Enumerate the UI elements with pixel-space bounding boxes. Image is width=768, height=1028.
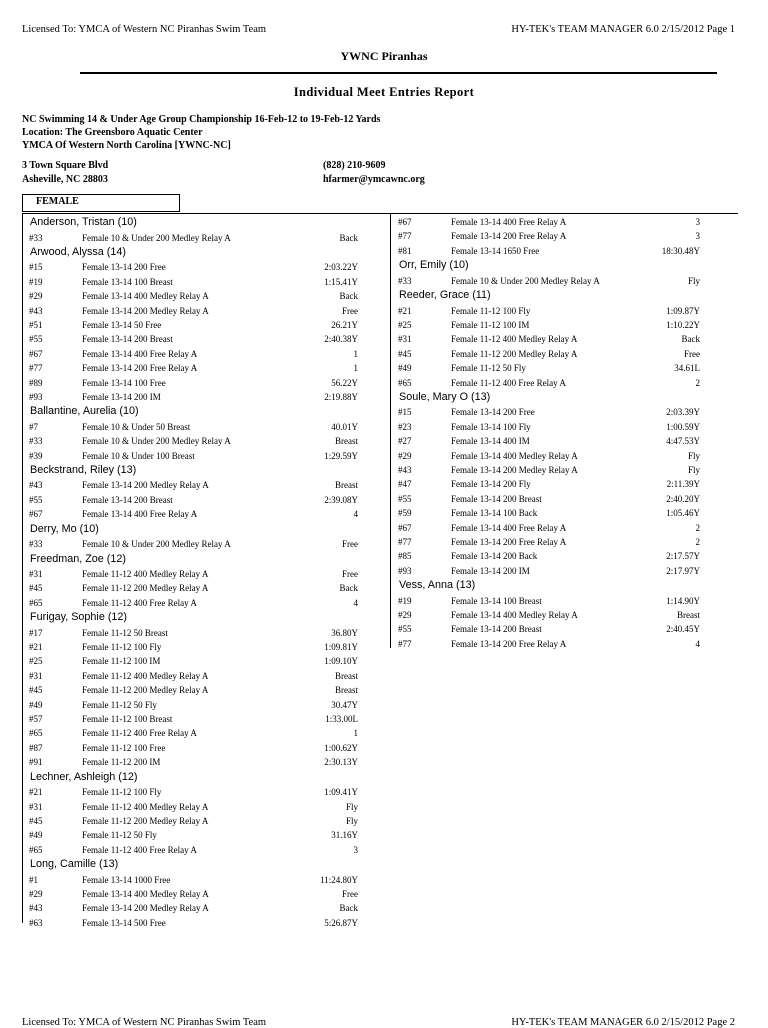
event-number: #55 bbox=[29, 494, 43, 505]
event-number: #21 bbox=[29, 642, 43, 653]
entry-row bbox=[23, 420, 363, 434]
entry-row bbox=[23, 376, 363, 390]
software-page-info: HY-TEK's TEAM MANAGER 6.0 2/15/2012 Page 1 bbox=[511, 24, 735, 35]
entry-row bbox=[23, 800, 363, 814]
entry-row bbox=[23, 581, 363, 595]
entry-result: 2:11.39Y bbox=[666, 479, 700, 490]
entry-row bbox=[392, 608, 738, 622]
entry-result: 2:40.38Y bbox=[324, 334, 358, 345]
entry-row bbox=[392, 463, 738, 477]
entry-row bbox=[23, 434, 363, 448]
section-label: FEMALE bbox=[22, 194, 180, 212]
entry-result: 1:33.00L bbox=[325, 714, 358, 725]
entry-row bbox=[23, 275, 363, 289]
entry-row bbox=[392, 405, 738, 419]
entry-result: 5:26.87Y bbox=[324, 917, 358, 928]
event-number: #19 bbox=[29, 276, 43, 287]
event-name: Female 13-14 200 Free Relay A bbox=[451, 231, 567, 242]
entry-result: 56.22Y bbox=[331, 377, 358, 388]
event-number: #33 bbox=[29, 539, 43, 550]
entry-result: Back bbox=[339, 291, 358, 302]
event-name: Female 13-14 200 Free Relay A bbox=[451, 536, 567, 547]
event-name: Female 11-12 100 Fly bbox=[82, 642, 162, 653]
entry-row bbox=[23, 873, 363, 887]
event-number: #67 bbox=[29, 509, 43, 520]
entry-row bbox=[23, 698, 363, 712]
event-number: #31 bbox=[398, 334, 412, 345]
event-name: Female 13-14 1650 Free bbox=[451, 245, 540, 256]
entry-result: 1:09.41Y bbox=[324, 787, 358, 798]
address-city: Asheville, NC 28803 bbox=[22, 174, 108, 185]
event-name: Female 11-12 100 Free bbox=[82, 742, 166, 753]
entry-row bbox=[23, 640, 363, 654]
event-number: #55 bbox=[398, 624, 412, 635]
entry-result: 1:10.22Y bbox=[666, 319, 700, 330]
entry-result: 2 bbox=[695, 522, 700, 533]
entry-result: 2:03.39Y bbox=[666, 407, 700, 418]
entry-result: Fly bbox=[687, 450, 700, 461]
entry-row bbox=[392, 332, 738, 346]
event-number: #67 bbox=[29, 348, 43, 359]
event-name: Female 13-14 200 Medley Relay A bbox=[82, 305, 209, 316]
swimmer-name: Furigay, Sophie (12) bbox=[30, 611, 128, 624]
event-name: Female 11-12 200 Medley Relay A bbox=[82, 685, 209, 696]
event-name: Female 13-14 200 Medley Relay A bbox=[82, 903, 209, 914]
entry-row bbox=[392, 477, 738, 491]
event-name: Female 10 & Under 200 Medley Relay A bbox=[82, 232, 231, 243]
entry-row bbox=[23, 361, 363, 375]
event-number: #81 bbox=[398, 245, 412, 256]
event-number: #51 bbox=[29, 319, 43, 330]
footer-license-text: Licensed To: YMCA of Western NC Piranhas Swim Team bbox=[22, 1017, 267, 1028]
entry-result: 2:40.20Y bbox=[666, 493, 700, 504]
event-number: #89 bbox=[29, 377, 43, 388]
entry-result: Breast bbox=[335, 685, 358, 696]
event-name: Female 11-12 200 Medley Relay A bbox=[82, 583, 209, 594]
event-name: Female 10 & Under 50 Breast bbox=[82, 421, 191, 432]
event-number: #65 bbox=[29, 597, 43, 608]
event-number: #15 bbox=[398, 407, 412, 418]
entry-result: 2:17.97Y bbox=[666, 565, 700, 576]
event-number: #67 bbox=[398, 522, 412, 533]
entries-column-right bbox=[392, 215, 738, 651]
event-name: Female 13-14 400 Free Relay A bbox=[451, 217, 567, 227]
event-number: #27 bbox=[398, 436, 412, 447]
entry-row bbox=[23, 712, 363, 726]
event-number: #33 bbox=[29, 436, 43, 447]
swimmer-name: Reeder, Grace (11) bbox=[399, 289, 491, 302]
event-number: #29 bbox=[398, 450, 412, 461]
event-name: Female 10 & Under 200 Medley Relay A bbox=[451, 275, 600, 286]
entry-result: 1:09.87Y bbox=[666, 305, 700, 316]
event-name: Female 13-14 100 Fly bbox=[451, 421, 531, 432]
entry-result: Back bbox=[339, 903, 358, 914]
event-number: #57 bbox=[29, 714, 43, 725]
event-number: #31 bbox=[29, 670, 43, 681]
event-name: Female 13-14 200 Breast bbox=[82, 494, 173, 505]
event-name: Female 13-14 50 Free bbox=[82, 319, 162, 330]
entry-result: 4:47.53Y bbox=[666, 436, 700, 447]
event-name: Female 11-12 200 IM bbox=[82, 757, 161, 768]
event-name: Female 13-14 100 Back bbox=[451, 508, 538, 519]
entry-row bbox=[23, 304, 363, 318]
entry-result: 2 bbox=[695, 377, 700, 388]
event-name: Female 11-12 50 Fly bbox=[451, 363, 526, 374]
event-name: Female 13-14 400 Free Relay A bbox=[451, 522, 567, 533]
swimmer-name: Anderson, Tristan (10) bbox=[30, 216, 137, 228]
event-number: #77 bbox=[29, 363, 43, 374]
section-divider bbox=[22, 213, 738, 214]
entry-result: 11:24.80Y bbox=[320, 874, 358, 885]
team-name: YWNC Piranhas bbox=[340, 49, 428, 63]
event-name: Female 11-12 100 Fly bbox=[82, 787, 162, 798]
entry-row bbox=[23, 741, 363, 755]
entry-row bbox=[392, 229, 738, 243]
meet-info bbox=[22, 113, 380, 152]
event-name: Female 13-14 400 Medley Relay A bbox=[451, 450, 578, 461]
entry-result: 1:09.81Y bbox=[324, 642, 358, 653]
entry-result: Free bbox=[342, 569, 358, 580]
event-number: #93 bbox=[29, 391, 43, 402]
entry-row bbox=[23, 318, 363, 332]
entry-result: 3 bbox=[695, 231, 700, 242]
event-number: #29 bbox=[29, 291, 43, 302]
event-name: Female 11-12 400 Medley Relay A bbox=[451, 334, 578, 345]
event-name: Female 10 & Under 200 Medley Relay A bbox=[82, 539, 231, 550]
entry-row bbox=[392, 361, 738, 375]
entry-result: Fly bbox=[345, 801, 358, 812]
event-number: #65 bbox=[398, 377, 412, 388]
entry-result: Fly bbox=[687, 464, 700, 475]
entry-result: 36.80Y bbox=[331, 627, 358, 638]
swimmer-name: Vess, Anna (13) bbox=[399, 579, 476, 592]
entry-row bbox=[23, 478, 363, 492]
entry-row bbox=[392, 492, 738, 506]
event-number: #23 bbox=[398, 421, 412, 432]
meet-name: NC Swimming 14 & Under Age Group Championship 16-Feb-12 to 19-Feb-12 Yards bbox=[22, 114, 381, 125]
contact-phone: (828) 210-9609 bbox=[323, 160, 386, 171]
swimmer-name: Long, Camille (13) bbox=[30, 858, 119, 871]
entry-result: 4 bbox=[695, 638, 700, 649]
event-number: #19 bbox=[398, 595, 412, 606]
event-number: #87 bbox=[29, 742, 43, 753]
event-number: #1 bbox=[29, 874, 38, 885]
event-number: #49 bbox=[29, 699, 43, 710]
column-divider bbox=[390, 213, 391, 648]
entry-row bbox=[392, 549, 738, 563]
event-number: #39 bbox=[29, 450, 43, 461]
entry-row bbox=[392, 637, 738, 651]
event-name: Female 13-14 100 Free bbox=[82, 377, 166, 388]
event-number: #63 bbox=[29, 917, 43, 928]
event-number: #85 bbox=[398, 551, 412, 562]
entry-result: 40.01Y bbox=[331, 421, 358, 432]
event-name: Female 13-14 400 Free Relay A bbox=[82, 348, 198, 359]
entry-row bbox=[392, 594, 738, 608]
swimmer-name: Soule, Mary O (13) bbox=[399, 390, 491, 403]
event-name: Female 13-14 200 Breast bbox=[451, 624, 542, 635]
event-number: #55 bbox=[398, 493, 412, 504]
entry-result: 4 bbox=[353, 509, 358, 520]
entry-result: Fly bbox=[687, 275, 700, 286]
entry-row bbox=[23, 537, 363, 551]
entry-result: Fly bbox=[345, 815, 358, 826]
entry-row bbox=[23, 814, 363, 828]
entry-row bbox=[23, 260, 363, 274]
address-street: 3 Town Square Blvd bbox=[22, 160, 109, 171]
entry-row bbox=[23, 567, 363, 581]
event-number: #43 bbox=[29, 305, 43, 316]
entry-result: Free bbox=[684, 348, 700, 359]
team-contact bbox=[323, 159, 425, 187]
entry-row bbox=[392, 420, 738, 434]
event-number: #43 bbox=[398, 464, 412, 475]
event-name: Female 13-14 400 Medley Relay A bbox=[82, 888, 209, 899]
event-name: Female 10 & Under 100 Breast bbox=[82, 450, 195, 461]
event-name: Female 13-14 200 IM bbox=[451, 565, 530, 576]
entry-row bbox=[23, 654, 363, 668]
header-divider bbox=[80, 72, 717, 74]
event-number: #45 bbox=[29, 583, 43, 594]
entry-result: 1 bbox=[353, 348, 358, 359]
event-number: #25 bbox=[29, 656, 43, 667]
entry-result: Free bbox=[342, 305, 358, 316]
event-name: Female 11-12 100 IM bbox=[451, 319, 530, 330]
event-name: Female 11-12 200 Medley Relay A bbox=[451, 348, 578, 359]
entry-row bbox=[23, 493, 363, 507]
entry-row bbox=[23, 901, 363, 915]
entry-result: 2:19.88Y bbox=[324, 391, 358, 402]
entry-result: 34.61L bbox=[674, 363, 700, 374]
event-number: #29 bbox=[29, 888, 43, 899]
entry-result: 1:09.10Y bbox=[324, 656, 358, 667]
swimmer-name: Freedman, Zoe (12) bbox=[30, 552, 127, 565]
event-number: #93 bbox=[398, 565, 412, 576]
event-name: Female 13-14 400 Medley Relay A bbox=[451, 609, 578, 620]
entry-row bbox=[392, 521, 738, 535]
event-name: Female 13-14 100 Breast bbox=[451, 595, 542, 606]
entry-row bbox=[392, 506, 738, 520]
event-number: #17 bbox=[29, 627, 43, 638]
entry-result: 1:00.59Y bbox=[666, 421, 700, 432]
entry-row bbox=[23, 785, 363, 799]
entry-row bbox=[392, 244, 738, 258]
entry-result: 2:40.45Y bbox=[666, 624, 700, 635]
event-name: Female 11-12 200 Medley Relay A bbox=[82, 815, 209, 826]
event-number: #49 bbox=[398, 363, 412, 374]
event-number: #31 bbox=[29, 569, 43, 580]
event-name: Female 13-14 200 IM bbox=[82, 391, 161, 402]
entry-row bbox=[23, 683, 363, 697]
event-name: Female 11-12 50 Fly bbox=[82, 699, 157, 710]
event-name: Female 13-14 500 Free bbox=[82, 917, 166, 928]
entry-row bbox=[392, 564, 738, 578]
report-title: Individual Meet Entries Report bbox=[293, 85, 475, 99]
entry-result: Back bbox=[339, 232, 358, 243]
event-name: Female 13-14 1000 Free bbox=[82, 874, 171, 885]
entry-row bbox=[392, 318, 738, 332]
entry-row bbox=[392, 449, 738, 463]
entry-row bbox=[23, 755, 363, 769]
event-name: Female 13-14 200 Medley Relay A bbox=[451, 464, 578, 475]
entry-result: Breast bbox=[335, 436, 358, 447]
entry-row bbox=[23, 887, 363, 901]
entry-result: Free bbox=[342, 539, 358, 550]
event-number: #77 bbox=[398, 231, 412, 242]
entry-row bbox=[23, 289, 363, 303]
entry-row bbox=[23, 596, 363, 610]
entry-row bbox=[23, 916, 363, 930]
event-name: Female 11-12 400 Free Relay A bbox=[451, 377, 566, 388]
entry-result: Breast bbox=[335, 670, 358, 681]
entry-result: Back bbox=[681, 334, 700, 345]
event-number: #29 bbox=[398, 609, 412, 620]
entry-result: 1:15.41Y bbox=[324, 276, 358, 287]
event-number: #33 bbox=[398, 275, 412, 286]
entry-row bbox=[23, 626, 363, 640]
entry-result: 2:17.57Y bbox=[666, 551, 700, 562]
event-name: Female 13-14 200 Free bbox=[82, 262, 166, 273]
event-name: Female 13-14 400 Medley Relay A bbox=[82, 291, 209, 302]
event-name: Female 11-12 400 Free Relay A bbox=[82, 728, 197, 739]
entry-result: Breast bbox=[335, 480, 358, 491]
swimmer-name: Beckstrand, Riley (13) bbox=[30, 463, 137, 476]
event-name: Female 11-12 400 Medley Relay A bbox=[82, 569, 209, 580]
entry-row bbox=[23, 843, 363, 857]
event-name: Female 11-12 400 Free Relay A bbox=[82, 597, 197, 608]
event-number: #45 bbox=[29, 815, 43, 826]
entry-result: Breast bbox=[677, 609, 700, 620]
entry-result: 3 bbox=[695, 217, 700, 227]
entry-result: Free bbox=[342, 888, 358, 899]
entry-result: 2 bbox=[695, 536, 700, 547]
entry-row bbox=[392, 215, 738, 229]
event-name: Female 11-12 50 Breast bbox=[82, 627, 168, 638]
event-name: Female 11-12 400 Free Relay A bbox=[82, 844, 197, 855]
entry-result: 1 bbox=[353, 363, 358, 374]
event-name: Female 13-14 200 Breast bbox=[451, 493, 542, 504]
entry-row bbox=[23, 347, 363, 361]
entry-result: 4 bbox=[353, 597, 358, 608]
swimmer-name: Orr, Emily (10) bbox=[399, 259, 469, 272]
entry-row bbox=[392, 347, 738, 361]
event-number: #43 bbox=[29, 903, 43, 914]
swimmer-name: Lechner, Ashleigh (12) bbox=[30, 770, 138, 783]
event-number: #65 bbox=[29, 728, 43, 739]
entry-row bbox=[23, 332, 363, 346]
entry-row bbox=[23, 726, 363, 740]
entry-result: 18:30.48Y bbox=[661, 245, 700, 256]
event-name: Female 13-14 400 IM bbox=[451, 436, 530, 447]
entry-row bbox=[392, 434, 738, 448]
entry-row bbox=[392, 535, 738, 549]
event-number: #43 bbox=[29, 480, 43, 491]
entry-result: 26.21Y bbox=[331, 319, 358, 330]
event-name: Female 13-14 200 Free bbox=[451, 407, 535, 418]
event-number: #7 bbox=[29, 421, 38, 432]
swimmer-name: Arwood, Alyssa (14) bbox=[30, 245, 127, 258]
entry-row bbox=[392, 376, 738, 390]
entry-row bbox=[392, 622, 738, 636]
entry-result: 31.16Y bbox=[331, 830, 358, 841]
entry-result: 2:30.13Y bbox=[324, 757, 358, 768]
entry-row bbox=[23, 669, 363, 683]
entry-row bbox=[23, 449, 363, 463]
event-name: Female 13-14 200 Medley Relay A bbox=[82, 480, 209, 491]
event-name: Female 13-14 400 Free Relay A bbox=[82, 509, 198, 520]
entry-result: 1:29.59Y bbox=[324, 450, 358, 461]
event-number: #47 bbox=[398, 479, 412, 490]
event-name: Female 13-14 200 Breast bbox=[82, 334, 173, 345]
footer-software-page-info: HY-TEK's TEAM MANAGER 6.0 2/15/2012 Page 2 bbox=[511, 1017, 735, 1028]
contact-email: hfarmer@ymcawnc.org bbox=[323, 174, 425, 185]
entry-row bbox=[23, 828, 363, 842]
entry-result: 2:03.22Y bbox=[324, 262, 358, 273]
swimmer-name: Ballantine, Aurelia (10) bbox=[30, 405, 139, 418]
entry-result: 2:39.08Y bbox=[324, 494, 358, 505]
event-number: #59 bbox=[398, 508, 412, 519]
entry-result: 1:14.90Y bbox=[666, 595, 700, 606]
entry-result: 1 bbox=[353, 728, 358, 739]
event-name: Female 11-12 100 Breast bbox=[82, 714, 173, 725]
event-number: #67 bbox=[398, 217, 412, 227]
event-name: Female 13-14 100 Breast bbox=[82, 276, 173, 287]
event-name: Female 11-12 400 Medley Relay A bbox=[82, 670, 209, 681]
event-number: #45 bbox=[398, 348, 412, 359]
event-name: Female 13-14 200 Fly bbox=[451, 479, 531, 490]
event-number: #49 bbox=[29, 830, 43, 841]
entry-row bbox=[392, 304, 738, 318]
entry-result: 30.47Y bbox=[331, 699, 358, 710]
entry-result: 1:00.62Y bbox=[324, 742, 358, 753]
event-name: Female 10 & Under 200 Medley Relay A bbox=[82, 436, 231, 447]
event-number: #21 bbox=[29, 787, 43, 798]
team-lsc: YMCA Of Western North Carolina [YWNC-NC] bbox=[22, 140, 231, 151]
event-number: #77 bbox=[398, 536, 412, 547]
event-name: Female 13-14 200 Free Relay A bbox=[451, 638, 567, 649]
event-name: Female 13-14 200 Free Relay A bbox=[82, 363, 198, 374]
event-number: #55 bbox=[29, 334, 43, 345]
event-number: #15 bbox=[29, 262, 43, 273]
entry-result: 3 bbox=[353, 844, 358, 855]
license-text: Licensed To: YMCA of Western NC Piranhas Swim Team bbox=[22, 24, 267, 35]
entries-column-left bbox=[23, 215, 363, 930]
entry-row bbox=[23, 507, 363, 521]
event-number: #33 bbox=[29, 232, 43, 243]
entry-result: Back bbox=[339, 583, 358, 594]
event-number: #91 bbox=[29, 757, 43, 768]
event-number: #65 bbox=[29, 844, 43, 855]
event-number: #21 bbox=[398, 305, 412, 316]
event-number: #77 bbox=[398, 638, 412, 649]
entry-row bbox=[392, 274, 738, 288]
entry-result: 1:05.46Y bbox=[666, 508, 700, 519]
swimmer-name: Derry, Mo (10) bbox=[30, 522, 99, 535]
event-name: Female 11-12 100 IM bbox=[82, 656, 161, 667]
event-name: Female 11-12 50 Fly bbox=[82, 830, 157, 841]
event-number: #25 bbox=[398, 319, 412, 330]
event-name: Female 13-14 200 Back bbox=[451, 551, 538, 562]
entry-row bbox=[23, 231, 363, 245]
meet-location: Location: The Greensboro Aquatic Center bbox=[22, 127, 203, 138]
event-number: #31 bbox=[29, 801, 43, 812]
event-number: #45 bbox=[29, 685, 43, 696]
event-name: Female 11-12 400 Medley Relay A bbox=[82, 801, 209, 812]
entry-row bbox=[23, 390, 363, 404]
event-name: Female 11-12 100 Fly bbox=[451, 305, 531, 316]
team-address bbox=[22, 159, 108, 187]
